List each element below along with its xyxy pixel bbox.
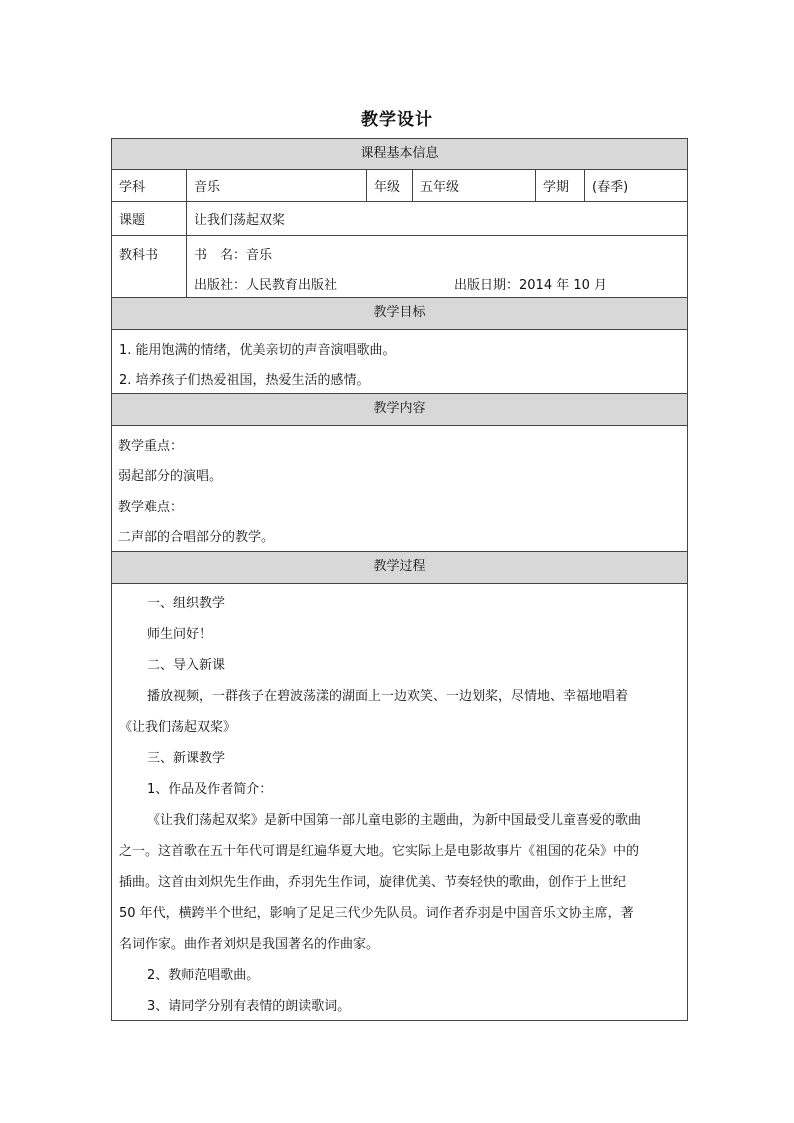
subject-label: 学科 (112, 170, 187, 201)
info-row-topic (112, 202, 687, 236)
process-line: 之一。这首歌在五十年代可谓是红遍华夏大地。它实际上是电影故事片《祖国的花朵》中的 (119, 844, 640, 859)
process-line: 《让我们荡起双桨》是新中国第一部儿童电影的主题曲，为新中国最受儿童喜爱的歌曲 (147, 813, 642, 828)
process-heading: 一、组织教学 (147, 596, 226, 611)
section-header-goals (112, 298, 687, 330)
process-line: 插曲。这首由刘炽先生作曲，乔羽先生作词，旋律优美、节奏轻快的歌曲，创作于上世纪 (119, 875, 627, 890)
publish-date: 出版日期：2014 年 10 月 (454, 278, 608, 293)
process-heading: 三、新课教学 (147, 751, 226, 766)
lesson-plan-table (111, 138, 688, 1021)
section-header-content (112, 394, 687, 426)
section-title: 课程基本信息 (360, 146, 439, 161)
process-line: 播放视频，一群孩子在碧波荡漾的湖面上一边欢笑、一边划桨，尽情地、幸福地唱着 (147, 689, 629, 704)
info-row-textbook (112, 236, 687, 298)
key-point: 弱起部分的演唱。 (118, 469, 223, 484)
goal-item: 2. 培养孩子们热爱祖国，热爱生活的感情。 (119, 373, 370, 388)
subject-value: 音乐 (187, 170, 367, 201)
difficulty-label: 教学难点： (118, 500, 184, 515)
topic-value: 让我们荡起双桨 (194, 213, 286, 228)
topic-label: 课题 (112, 202, 187, 235)
goals-body (112, 330, 687, 394)
process-body (112, 584, 687, 1020)
goal-item: 1. 能用饱满的情绪，优美亲切的声音演唱歌曲。 (119, 343, 396, 358)
section-title: 教学内容 (373, 401, 426, 416)
section-header-basic-info (112, 139, 687, 170)
process-heading: 二、导入新课 (147, 658, 226, 673)
term-label: 学期 (536, 170, 585, 201)
process-line: 师生问好！ (147, 627, 213, 642)
publisher: 出版社：人民教育出版社 (194, 278, 338, 293)
book-name: 书 名：音乐 (194, 248, 273, 263)
key-point-label: 教学重点： (118, 439, 184, 454)
textbook-label: 教科书 (112, 236, 187, 297)
grade-label: 年级 (367, 170, 413, 201)
process-line: 名词作家。曲作者刘炽是我国著名的作曲家。 (119, 937, 380, 952)
grade-value: 五年级 (413, 170, 536, 201)
section-title: 教学过程 (373, 559, 426, 574)
section-title: 教学目标 (373, 305, 426, 320)
info-row-subject (112, 170, 687, 202)
difficulty: 二声部的合唱部分的教学。 (118, 530, 275, 545)
process-line: 《让我们荡起双桨》 (119, 720, 237, 735)
section-header-process (112, 552, 687, 584)
process-subheading: 3、请同学分别有表情的朗读歌词。 (147, 999, 351, 1014)
process-subheading: 1、作品及作者简介： (147, 782, 273, 797)
content-body (112, 426, 687, 552)
process-text (119, 584, 681, 1020)
term-value: (春季) (592, 180, 629, 195)
process-line: 50 年代，横跨半个世纪，影响了足足三代少先队员。词作者乔羽是中国音乐文协主席，著 (119, 906, 634, 921)
document-title: 教学设计 (361, 110, 433, 130)
process-subheading: 2、教师范唱歌曲。 (147, 968, 260, 983)
